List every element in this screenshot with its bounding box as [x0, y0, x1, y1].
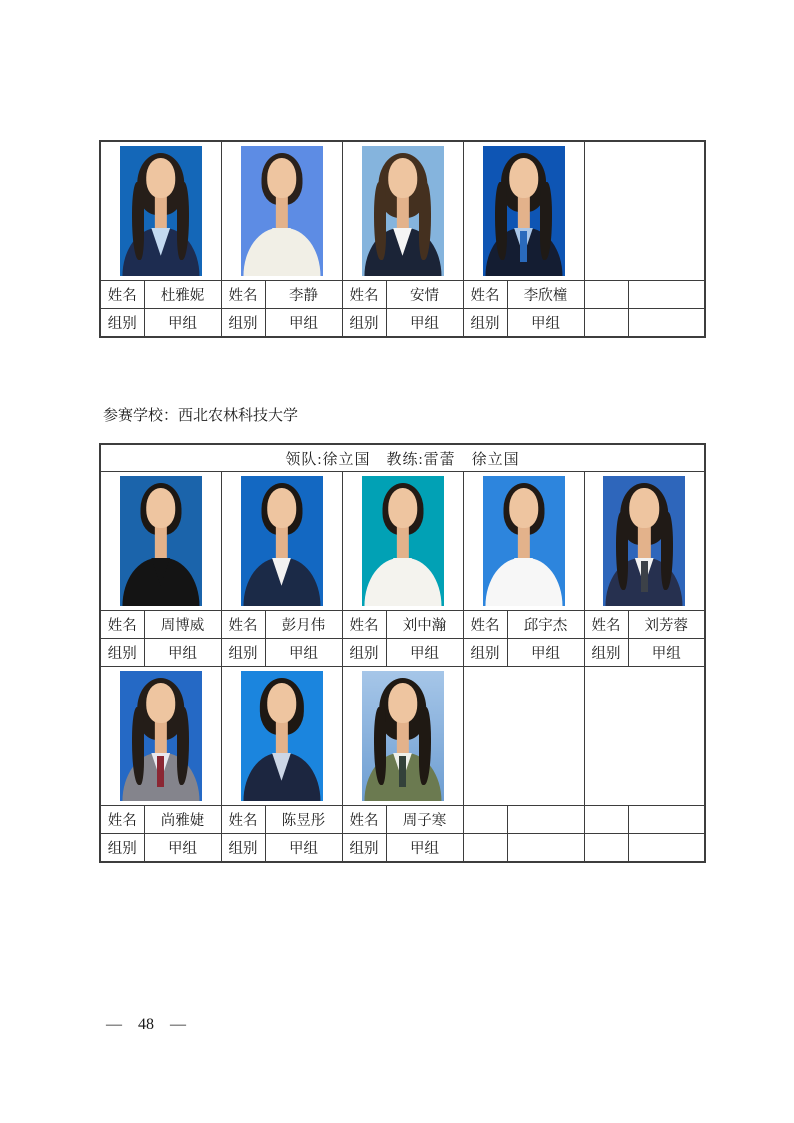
photo-cell: [463, 472, 584, 611]
face: [267, 488, 297, 528]
torso: [243, 558, 320, 606]
member-group: 甲组: [265, 309, 342, 338]
empty-cell: [507, 806, 584, 834]
hair-strand: [132, 182, 144, 260]
empty-cell: [584, 309, 628, 338]
member-name: 邱宇杰: [507, 611, 584, 639]
portrait-photo: [241, 146, 323, 276]
tie: [641, 561, 648, 592]
hair-strand: [495, 182, 507, 260]
neck: [275, 523, 287, 559]
photo-cell: [342, 472, 463, 611]
leaders-header-row: [100, 444, 705, 472]
group-label: 组别: [221, 834, 265, 863]
member-name: 尚雅婕: [144, 806, 221, 834]
neck: [517, 193, 529, 229]
face: [267, 683, 297, 723]
leaders-header: 领队:徐立国 教练:雷蕾 徐立国: [100, 444, 705, 472]
face: [629, 488, 659, 528]
member-name: 陈昱彤: [265, 806, 342, 834]
group-row: [100, 834, 705, 863]
empty-cell: [628, 834, 705, 863]
name-label: 姓名: [463, 281, 507, 309]
member-group: 甲组: [507, 639, 584, 667]
tie: [278, 231, 285, 262]
tie: [399, 756, 406, 787]
school-line: [103, 404, 298, 428]
face: [146, 683, 176, 723]
neck: [155, 523, 167, 559]
name-row: [100, 806, 705, 834]
group-row: [100, 309, 705, 338]
member-name: 杜雅妮: [144, 281, 221, 309]
face: [388, 683, 418, 723]
empty-cell: [628, 806, 705, 834]
name-label: 姓名: [221, 611, 265, 639]
empty-cell: [628, 281, 705, 309]
name-row: [100, 611, 705, 639]
portrait-photo: [603, 476, 685, 606]
neck: [155, 718, 167, 754]
face: [267, 158, 297, 198]
name-label: 姓名: [100, 806, 144, 834]
school-label: 参赛学校：: [103, 408, 179, 424]
portrait-photo: [362, 146, 444, 276]
member-name: 周博威: [144, 611, 221, 639]
neck: [638, 523, 650, 559]
member-name: 彭月伟: [265, 611, 342, 639]
photo-cell: [584, 472, 705, 611]
hair-strand: [616, 512, 628, 590]
group-label: 组别: [100, 834, 144, 863]
photo-row: [100, 141, 705, 281]
photo-cell: [221, 472, 342, 611]
empty-photo-cell: [584, 141, 705, 281]
empty-cell: [463, 806, 507, 834]
portrait-photo: [120, 146, 202, 276]
photo-cell: [100, 667, 221, 806]
tie: [278, 561, 285, 592]
hair-strand: [132, 707, 144, 785]
member-group: 甲组: [628, 639, 705, 667]
face: [388, 488, 418, 528]
group-row: [100, 639, 705, 667]
photo-cell: [342, 667, 463, 806]
torso: [485, 558, 562, 606]
empty-cell: [584, 834, 628, 863]
tie: [520, 231, 527, 262]
tie: [157, 756, 164, 787]
tie: [399, 561, 406, 592]
page-number: [106, 1016, 186, 1034]
tie: [157, 231, 164, 262]
photo-cell: [100, 141, 221, 281]
neck: [396, 193, 408, 229]
portrait-photo: [362, 476, 444, 606]
member-name: 刘中瀚: [386, 611, 463, 639]
member-group: 甲组: [386, 639, 463, 667]
tie: [278, 756, 285, 787]
member-group: 甲组: [265, 834, 342, 863]
name-row: [100, 281, 705, 309]
group-label: 组别: [463, 309, 507, 338]
name-label: 姓名: [463, 611, 507, 639]
name-label: 姓名: [342, 611, 386, 639]
torso: [243, 228, 320, 276]
roster-table-school: [99, 443, 706, 863]
name-label: 姓名: [342, 806, 386, 834]
hair-strand: [374, 182, 386, 260]
name-label: 姓名: [221, 281, 265, 309]
group-label: 组别: [342, 639, 386, 667]
empty-cell: [507, 834, 584, 863]
photo-row: [100, 667, 705, 806]
portrait-photo: [120, 476, 202, 606]
member-group: 甲组: [386, 309, 463, 338]
portrait-photo: [241, 476, 323, 606]
photo-cell: [221, 141, 342, 281]
photo-row: [100, 472, 705, 611]
group-label: 组别: [342, 309, 386, 338]
face: [509, 158, 539, 198]
neck: [517, 523, 529, 559]
member-group: 甲组: [144, 639, 221, 667]
page-number-dash: —: [106, 1016, 122, 1033]
hair-strand: [374, 707, 386, 785]
empty-photo-cell: [463, 667, 584, 806]
empty-cell: [584, 281, 628, 309]
face: [388, 158, 418, 198]
page-number-value: 48: [138, 1016, 154, 1033]
name-label: 姓名: [100, 281, 144, 309]
group-label: 组别: [221, 639, 265, 667]
neck: [396, 718, 408, 754]
member-group: 甲组: [144, 834, 221, 863]
group-label: 组别: [463, 639, 507, 667]
member-name: 刘芳蓉: [628, 611, 705, 639]
portrait-photo: [483, 146, 565, 276]
roster-table-top: [99, 140, 706, 338]
torso: [122, 558, 199, 606]
photo-cell: [463, 141, 584, 281]
portrait-photo: [241, 671, 323, 801]
photo-cell: [342, 141, 463, 281]
member-group: 甲组: [144, 309, 221, 338]
group-label: 组别: [100, 309, 144, 338]
name-label: 姓名: [100, 611, 144, 639]
empty-cell: [463, 834, 507, 863]
neck: [275, 718, 287, 754]
empty-cell: [584, 806, 628, 834]
face: [509, 488, 539, 528]
group-label: 组别: [100, 639, 144, 667]
name-label: 姓名: [342, 281, 386, 309]
member-name: 安情: [386, 281, 463, 309]
member-name: 周子寒: [386, 806, 463, 834]
member-name: 李欣橦: [507, 281, 584, 309]
portrait-photo: [362, 671, 444, 801]
name-label: 姓名: [584, 611, 628, 639]
neck: [396, 523, 408, 559]
neck: [275, 193, 287, 229]
tie: [399, 231, 406, 262]
torso: [243, 753, 320, 801]
torso: [364, 558, 441, 606]
name-label: 姓名: [221, 806, 265, 834]
neck: [155, 193, 167, 229]
photo-cell: [221, 667, 342, 806]
school-name: 西北农林科技大学: [178, 408, 299, 424]
photo-cell: [100, 472, 221, 611]
portrait-photo: [120, 671, 202, 801]
member-group: 甲组: [386, 834, 463, 863]
empty-cell: [628, 309, 705, 338]
member-group: 甲组: [507, 309, 584, 338]
member-group: 甲组: [265, 639, 342, 667]
page-number-dash: —: [170, 1016, 186, 1033]
portrait-photo: [483, 476, 565, 606]
group-label: 组别: [584, 639, 628, 667]
empty-photo-cell: [584, 667, 705, 806]
group-label: 组别: [221, 309, 265, 338]
face: [146, 158, 176, 198]
member-name: 李静: [265, 281, 342, 309]
group-label: 组别: [342, 834, 386, 863]
tie: [520, 561, 527, 592]
face: [146, 488, 176, 528]
tie: [157, 561, 164, 592]
